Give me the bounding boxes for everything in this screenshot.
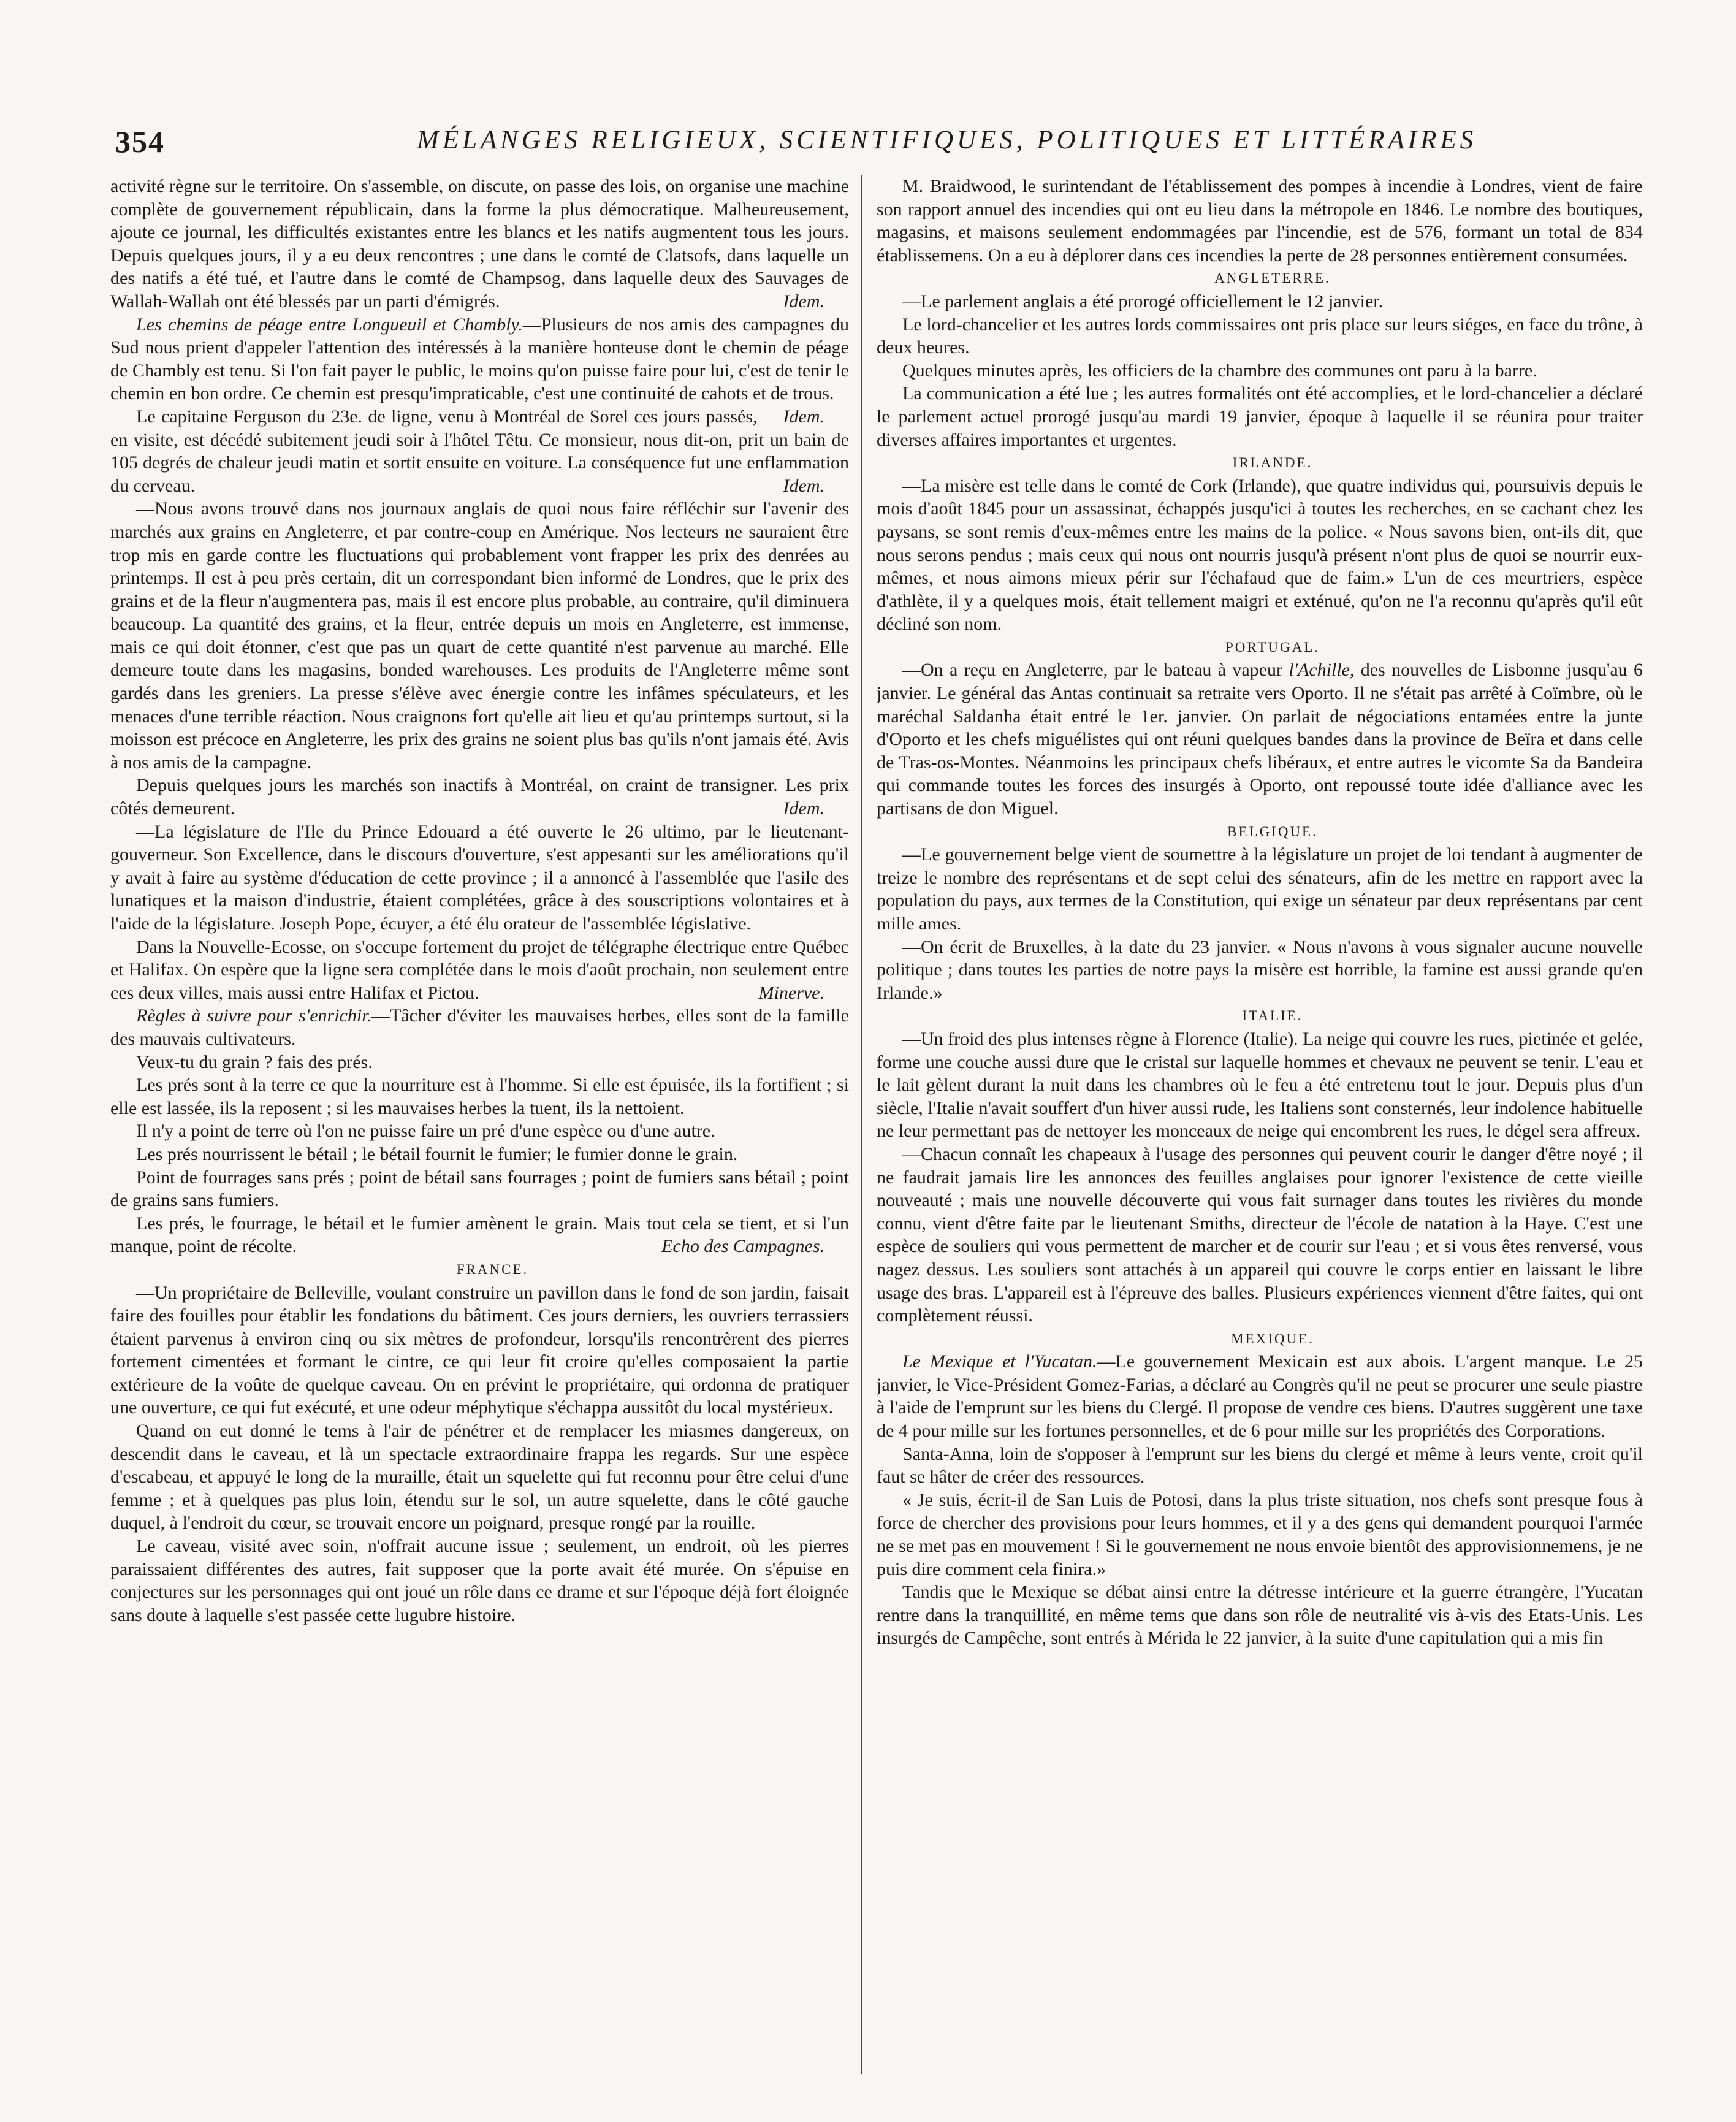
article-paragraph: Quand on eut donné le tems à l'air de pénétrer et de remplacer les miasmes dangereux, on descendit dans le caveau, et là un spectacle extraordinaire frappa les regards. Sur une espèce d'escabeau, et appuyé le long de la muraille, était un squelette qui fut reconnu pour être celui d'une femme ; et à quelques pas plus loin, étendu sur le sol, un autre squelette, dans le côté gauche duquel, à l'endroit du cœur, se trouvait encore un poignard, presque rongé par la rouille. <box>110 1421 849 1533</box>
article-paragraph: « Je suis, écrit-il de San Luis de Potosi, dans la plus triste situation, nos chefs sont presque fous à force de chercher des provisions pour leurs hommes, et il y a des gens qui demandent pourquoi l'armée ne se met pas en mouvement ! Si le gouvernement ne nous envoie bientôt des approvisionnemens, je ne puis dire comment cela finira.» <box>877 1489 1643 1579</box>
article-paragraph: —On a reçu en Angleterre, par le bateau à vapeur l'Achille, des nouvelles de Lisbonne jusqu'au 6 janvier. Le général das Antas continuait sa retraite vers Oporto. Il ne s'était pas arrêté à Coïmbre, où le maréchal Saldanha était entré le 1er. janvier. On parlait de négociations entamées entre la junte d'Oporto et les chefs miguélistes qui ont réuni quelques bandes dans la province de Beïra et dans celle de Tras-os-Montes. Néanmoins les principaux chefs libéraux, et entre autres le vicomte Sa da Bandeira qui commande toutes les forces des insurgés à Oporto, ont repoussé toute idée d'alliance avec les partisans de don Miguel. <box>877 660 1643 819</box>
article-paragraph: Veux-tu du grain ? fais des prés. <box>136 1051 373 1072</box>
article-paragraph: Le capitaine Ferguson du 23e. de ligne, venu à Montréal de Sorel ces jours passés, en visite, est décédé subitement jeudi soir à l'hôtel Têtu. Ce monsieur, nous dit-on, prit un bain de 105 degrés de chaleur jeudi matin et sortit ensuite en voiture. La conséquence fut une enflammation du cerveau. Idem. <box>110 405 849 497</box>
article-paragraph: —La misère est telle dans le comté de Cork (Irlande), que quatre individus qui, poursuivis depuis le mois d'août 1845 pour un assassinat, échappés jusqu'ici à toutes les recherches, en se cachant chez les paysans, se sont remis d'eux-mêmes entre les mains de la police. « Nous savons bien, ont-ils dit, que nous serons pendus ; mais ceux qui nous ont nourris jusqu'à présent n'ont plus de quoi se nourrir eux-mêmes, et nous aimons mieux périr sur l'échafaud que de faim.» L'un de ces meurtriers, espèce d'athlète, il y a quelques mois, était tellement maigri et exténué, qu'on ne l'a reconnu qu'après qu'il eût décliné son nom. <box>877 475 1643 635</box>
article-paragraph: Point de fourrages sans prés ; point de bétail sans fourrages ; point de fumiers sans bétail ; point de grains sans fumiers. <box>110 1167 849 1211</box>
section-heading-irlande: IRLANDE. <box>1232 455 1313 471</box>
article-title: Le Mexique et l'Yucatan. <box>902 1351 1097 1372</box>
article-paragraph: —Le gouvernement belge vient de soumettre à la législature un projet de loi tendant à augmenter de treize le nombre des représentans et de sept celui des sénateurs, afin de les mettre en rapport avec la population du pays, aux termes de la Constitution, qui exige un sénateur par deux représentans par cent mille ames. <box>877 844 1643 934</box>
article-paragraph: —Un froid des plus intenses règne à Florence (Italie). La neige qui couvre les rues, pietinée et gelée, forme une couche aussi dure que le cristal sur laquelle hommes et chevaux ne peuvent se tenir. L'eau et le lait gèlent durant la nuit dans les chambres où le feu a été entretenu tout le jour. Depuis plus d'un siècle, l'Italie n'avait souffert d'un hiver aussi rude, les Italiens sont consternés, leur indolence habituelle ne leur permettant pas de nettoyer les monceaux de neige qui encombrent les rues, le dégel sera affreux. <box>877 1028 1643 1142</box>
article-paragraph: Depuis quelques jours les marchés son inactifs à Montréal, on craint de transigner. Les prix côtés demeurent. Idem. <box>110 774 849 820</box>
source-credit: Idem. <box>783 475 824 496</box>
article-paragraph: Les prés sont à la terre ce que la nourriture est à l'homme. Si elle est épuisée, ils la fortifient ; si elle est lassée, ils la reposent ; si les mauvaises herbes la tuent, ils la nettoient. <box>110 1075 849 1118</box>
article-paragraph: Règles à suivre pour s'enrichir.—Tâcher d'éviter les mauvaises herbes, elles sont de la famille des mauvais cultivateurs. <box>110 1006 849 1049</box>
article-paragraph: Les chemins de péage entre Longueuil et Chambly.—Plusieurs de nos amis des campagnes du Sud nous prient d'appeler l'attention des intéressés à la manière honteuse dont le chemin de péage de Chambly est tenu. Si l'on fait payer le public, le moins qu'on puisse faire pour lui, c'est de tenir le chemin en bon ordre. Ce chemin est presqu'impraticable, c'est une continuité de cahots et de trous. Idem. <box>110 313 849 405</box>
section-heading-belgique: BELGIQUE. <box>1227 823 1318 839</box>
article-paragraph: Le lord-chancelier et les autres lords commissaires ont pris place sur leurs siéges, en face du trône, à deux heures. <box>877 314 1643 358</box>
source-credit: Echo des Campagnes. <box>661 1236 824 1257</box>
left-column <box>110 175 849 2074</box>
article-paragraph: M. Braidwood, le surintendant de l'établissement des pompes à incendie à Londres, vient de faire son rapport annuel des incendies qui ont eu lieu dans la métropole en 1846. Le nombre des boutiques, magasins, et maisons seulement endommagées par l'incendie, est de 576, formant un total de 834 établissemens. On a eu à déplorer dans ces incendies la perte de 28 personnes entièrement consumées. <box>877 176 1643 265</box>
section-heading-france: FRANCE. <box>456 1261 529 1277</box>
article-paragraph: —La législature de l'Ile du Prince Edouard a été ouverte le 26 ultimo, par le lieutenant-gouverneur. Son Excellence, dans le discours d'ouverture, s'est appesanti sur les améliorations qu'il y avait à faire au système d'éducation de cette province ; il a annoncé à l'assemblée que l'asile des lunatiques et la maison d'industrie, étaient complétées, grâce à des souscriptions volontaires et à l'aide de la législature. Joseph Pope, écuyer, a été élu orateur de l'assemblée législative. <box>110 821 849 934</box>
page-number: 354 <box>115 124 165 159</box>
ship-name: l'Achille, <box>1289 660 1355 681</box>
article-paragraph: —On écrit de Bruxelles, à la date du 23 janvier. « Nous n'avons à vous signaler aucune nouvelle politique ; dans toutes les parties de notre pays la misère est horrible, la famine est aussi grande qu'en Irlande.» <box>877 936 1643 1003</box>
article-paragraph: Les prés nourrissent le bétail ; le bétail fournit le fumier; le fumier donne le grain. <box>136 1143 738 1164</box>
article-title: Règles à suivre pour s'enrichir. <box>136 1006 372 1026</box>
article-paragraph: —Le parlement anglais a été prorogé officiellement le 12 janvier. <box>902 291 1384 311</box>
article-paragraph: Le caveau, visité avec soin, n'offrait aucune issue ; seulement, un endroit, où les pierres paraissaient différentes des autres, fait supposer que la porte avait été murée. On s'épuise en conjectures sur les personnages qui ont joué un rôle dans ce drame et sur l'époque déjà fort éloignée sans doute à laquelle s'est passée cette lugubre histoire. <box>110 1536 849 1625</box>
column-divider <box>861 175 862 2074</box>
article-paragraph: —Nous avons trouvé dans nos journaux anglais de quoi nous faire réfléchir sur l'avenir des marchés aux grains en Angleterre, et par contre-coup en Amérique. Nos lecteurs ne sauraient être trop mis en garde contre les fluctuations qui probablement vont frapper les prix des denrées au printemps. Il est à peu près certain, dit un correspondant bien informé de Londres, que le prix des grains et de la fleur n'augmentera pas, mais il est encore plus probable, au contraire, qu'il diminuera beaucoup. La quantité des grains, et la fleur, entrée depuis un mois en Angleterre, est immense, mais ce qui doit étonner, c'est que pas un quart de cette quantité n'est parvenue au marché. Elle demeure toute dans les magasins, bonded warehouses. Les produits de l'Angleterre même sont gardés dans les greniers. La presse s'élève avec énergie contre les infâmes spéculateurs, et les menaces d'une terrible réaction. Nous craignons fort qu'elle ait lieu et qu'au printemps surtout, si la moisson est précoce en Angleterre, les prix des grains ne soient plus bas qu'ils n'ont jamais été. Avis à nos amis de la campagne. <box>110 498 849 773</box>
article-paragraph: Il n'y a point de terre où l'on ne puisse faire un pré d'une espèce ou d'une autre. <box>136 1121 715 1142</box>
article-paragraph: Le Mexique et l'Yucatan.—Le gouvernement Mexicain est aux abois. L'argent manque. Le 25 janvier, le Vice-Président Gomez-Farias, a déclaré au Congrès qu'il ne peut se procurer une seule piastre à l'aide de l'emprunt sur les biens du Clergé. Il propose de vendre ces biens. D'autres suggèrent une taxe de 4 pour mille sur les fortunes personnelles, et de 6 pour mille sur les propriétés des Corporations. <box>877 1351 1643 1441</box>
article-paragraph: Dans la Nouvelle-Ecosse, on s'occupe fortement du projet de télégraphe électrique entre Québec et Halifax. On espère que la ligne sera complétée dans le mois d'août prochain, non seulement entre ces deux villes, mais aussi entre Halifax et Pictou. Minerve. <box>110 936 849 1005</box>
article-title: Les chemins de péage entre Longueuil et Chambly. <box>136 314 523 335</box>
article-paragraph: —Chacun connaît les chapeaux à l'usage des personnes qui peuvent courir le danger d'être noyé ; il ne faudrait jamais lire les annonces des feuilles anglaises pour ignorer l'existence de cette vieille nouveauté ; mais une nouvelle découverte qui vous fait surnager dans toutes les rivières du monde connu, vient d'être faite par le lieutenant Smiths, directeur de l'école de natation à la Haye. C'est une espèce de souliers qui vous permettent de marcher et de courir sur l'eau ; et si vous êtes renversé, vous nagez dessus. Les souliers sont attachés à un appareil qui couvre le corps entier en laissant le libre usage des bras. L'appareil est à l'épreuve des balles. Plusieurs expériences viennent d'être faites, qui ont complètement réussi. <box>877 1143 1643 1326</box>
section-heading-mexique: MEXIQUE. <box>1231 1330 1314 1346</box>
section-heading-italie: ITALIE. <box>1242 1008 1303 1024</box>
article-paragraph: Santa-Anna, loin de s'opposer à l'emprunt sur les biens du clergé et même à leurs vente, croit qu'il faut se hâter de créer des ressources. <box>877 1443 1643 1487</box>
source-credit: Minerve. <box>758 982 824 1003</box>
article-paragraph: La communication a été lue ; les autres formalités ont été accomplies, et le lord-chancelier a déclaré le parlement actuel prorogé jusqu'au mardi 19 janvier, époque à laquelle il se réunira pour traiter diverses affaires importantes et urgentes. <box>877 383 1643 450</box>
running-title: MÉLANGES RELIGIEUX, SCIENTIFIQUES, POLITIQUES ET LITTÉRAIRES <box>417 126 1477 155</box>
page-header <box>110 121 1680 164</box>
article-paragraph: activité règne sur le territoire. On s'assemble, on discute, on passe des lois, on organise une machine complète de gouvernement républicain, dans la forme la plus démocratique. Malheureusement, ajoute ce journal, les difficultés existantes entre les blancs et les natifs augmentent tous les jours. Depuis quelques jours, il y a eu deux rencontres ; une dans le comté de Clatsofs, dans laquelle un des natifs a été tué, et l'autre dans le comté de Champsog, dans laquelle deux des Sauvages de Wallah-Wallah ont été blessés par un parti d'émigrés. Idem. <box>110 175 849 313</box>
article-paragraph: Les prés, le fourrage, le bétail et le fumier amènent le grain. Mais tout cela se tient, et si l'un manque, point de récolte. Echo des Campagnes. <box>110 1212 849 1258</box>
section-heading-portugal: PORTUGAL. <box>1225 639 1320 655</box>
article-paragraph: Tandis que le Mexique se débat ainsi entre la détresse intérieure et la guerre étrangère, l'Yucatan rentre dans la tranquillité, en même tems que dans son rôle de neutralité vis à-vis des Etats-Unis. Les insurgés de Campêche, sont entrés à Mérida le 22 janvier, à la suite d'une capitulation qui a mis fin <box>877 1582 1643 1649</box>
source-credit: Idem. <box>783 406 824 427</box>
right-column <box>877 175 1643 2074</box>
section-heading-angleterre: ANGLETERRE. <box>1214 270 1331 286</box>
source-credit: Idem. <box>783 798 824 819</box>
source-credit: Idem. <box>783 291 824 311</box>
article-paragraph: —Un propriétaire de Belleville, voulant construire un pavillon dans le fond de son jardin, faisait faire des fouilles pour établir les fondations du bâtiment. Ces jours derniers, les ouvriers terrassiers étaient parvenus à environ cinq ou six mètres de profondeur, lorsqu'ils rencontrèrent des pierres fortement cimentées et formant le cintre, ce qui leur fit croire qu'elles composaient la partie extérieure de la voûte de quelque caveau. On en prévint le propriétaire, qui ordonna de pratiquer une ouverture, ce qui fut exécuté, et une odeur méphytique s'échappa aussitôt du local mystérieux. <box>110 1282 849 1418</box>
article-paragraph: Quelques minutes après, les officiers de la chambre des communes ont paru à la barre. <box>902 360 1537 381</box>
